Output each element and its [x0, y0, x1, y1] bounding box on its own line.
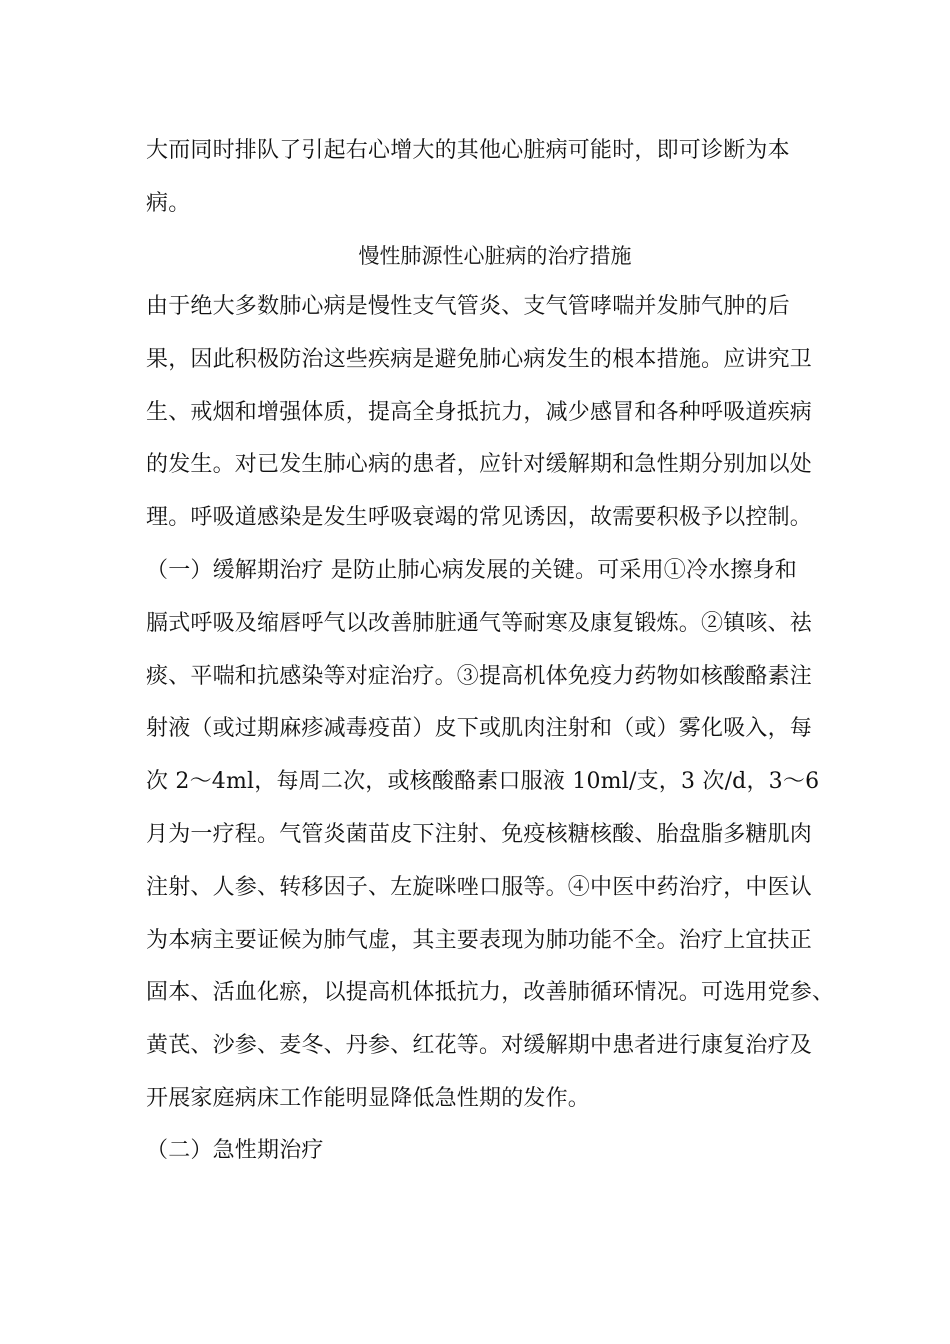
body-line-8: 痰、平喘和抗感染等对症治疗。③提高机体免疫力药物如核酸酪素注	[146, 664, 813, 689]
body-line-17: （二）急性期治疗	[146, 1138, 324, 1163]
body-line-4: 的发生。对已发生肺心病的患者，应针对缓解期和急性期分别加以处	[146, 452, 813, 477]
body-line-9: 射液（或过期麻疹减毒疫苗）皮下或肌肉注射和（或）雾化吸入，每	[146, 716, 813, 741]
body-line-15: 黄芪、沙参、麦冬、丹参、红花等。对缓解期中患者进行康复治疗及	[146, 1033, 813, 1058]
body-line-12: 注射、人参、转移因子、左旋咪唑口服等。④中医中药治疗，中医认	[146, 875, 813, 900]
intro-line-1: 大而同时排队了引起右心增大的其他心脏病可能时，即可诊断为本	[146, 138, 790, 163]
body-line-5: 理。呼吸道感染是发生呼吸衰竭的常见诱因，故需要积极予以控制。	[146, 505, 813, 530]
body-line-2: 果，因此积极防治这些疾病是避免肺心病发生的根本措施。应讲究卫	[146, 347, 813, 372]
body-line-11: 月为一疗程。气管炎菌苗皮下注射、免疫核糖核酸、胎盘脂多糖肌肉	[146, 822, 813, 847]
body-line-10: 次 2～4ml，每周二次，或核酸酪素口服液 10ml/支，3 次/d，3～6	[146, 769, 820, 794]
body-line-7: 膈式呼吸及缩唇呼气以改善肺脏通气等耐寒及康复锻炼。②镇咳、祛	[146, 611, 813, 636]
body-line-3: 生、戒烟和增强体质，提高全身抵抗力，减少感冒和各种呼吸道疾病	[146, 400, 813, 425]
intro-line-2: 病。	[146, 191, 191, 216]
body-line-16: 开展家庭病床工作能明显降低急性期的发作。	[146, 1086, 591, 1111]
body-line-1: 由于绝大多数肺心病是慢性支气管炎、支气管哮喘并发肺气肿的后	[146, 294, 790, 319]
body-line-14: 固本、活血化瘀，以提高机体抵抗力，改善肺循环情况。可选用党参、	[146, 980, 835, 1005]
body-line-13: 为本病主要证候为肺气虚，其主要表现为肺功能不全。治疗上宜扶正	[146, 928, 813, 953]
body-line-6: （一）缓解期治疗 是防止肺心病发展的关键。可采用①冷水擦身和	[146, 558, 797, 583]
section-title: 慢性肺源性心脏病的治疗措施	[358, 244, 632, 268]
